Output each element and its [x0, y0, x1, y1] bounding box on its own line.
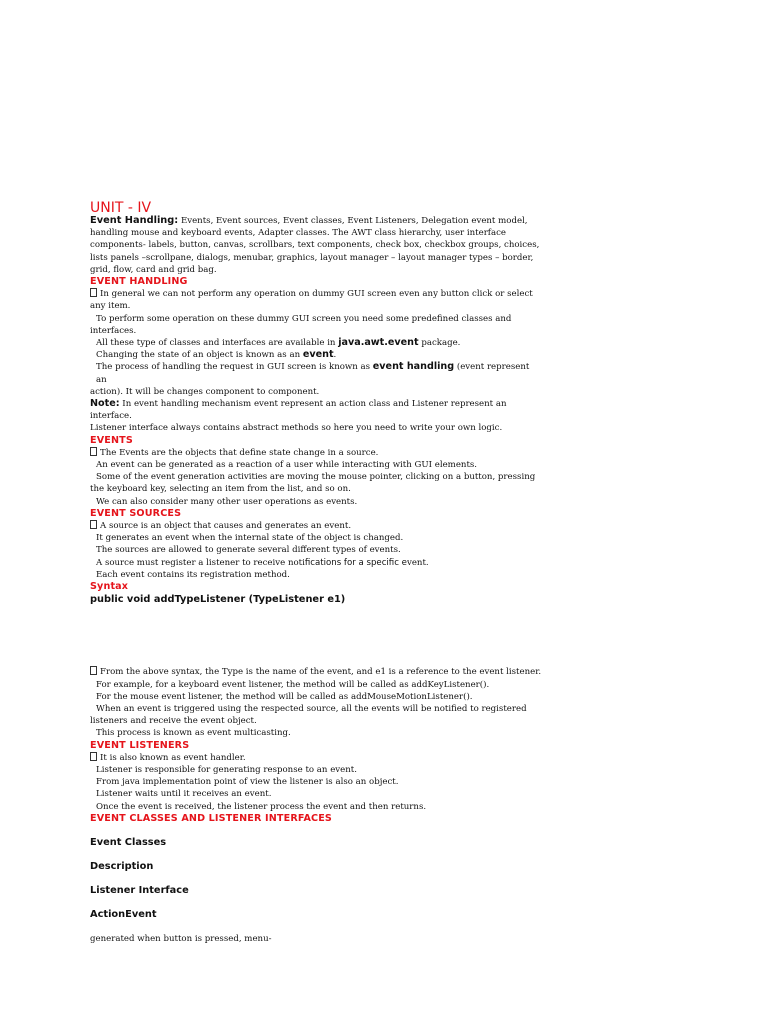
text-line: interfaces.: [90, 325, 137, 336]
text-line: [90, 337, 542, 349]
text-line: Each event contains its registration method.: [96, 569, 290, 580]
bullet-box-icon: [90, 752, 97, 761]
text-line: [90, 361, 542, 385]
syntax-notes-body: [90, 666, 542, 739]
text-line: any item.: [90, 301, 131, 312]
event-classes-heading: EVENT CLASSES AND LISTENER INTERFACES: [90, 812, 332, 824]
note-label: Note:: [90, 398, 120, 410]
text-span: In general we can not perform any operation on dummy GUI screen even any button click or select: [100, 289, 533, 300]
text-line: Listener is responsible for generating response to an event.: [96, 764, 357, 775]
text-line: An event can be generated as a reaction of a user while interacting with GUI elements.: [96, 460, 478, 471]
syntax-heading: Syntax: [90, 581, 129, 593]
table-header-event-classes: Event Classes: [90, 836, 167, 848]
text-line: From java implementation point of view the listener is also an object.: [96, 777, 399, 788]
syntax-code: public void addTypeListener (TypeListener e1): [90, 594, 346, 606]
event-handling-heading: EVENT HANDLING: [90, 276, 188, 288]
table-cell-action-event: ActionEvent: [90, 908, 157, 920]
intro-line: grid, flow, card and grid bag.: [90, 264, 217, 275]
intro-paragraph: [90, 215, 542, 276]
text-line: For the mouse event listener, the method will be called as addMouseMotionListener().: [96, 691, 473, 702]
text-line: We can also consider many other user operations as events.: [96, 496, 358, 507]
text-line: To perform some operation on these dummy GUI screen you need some predefined classes and: [96, 313, 512, 324]
intro-line: handling mouse and keyboard events, Adapter classes. The AWT class hierarchy, user interface: [90, 228, 506, 239]
document-page: [90, 200, 542, 945]
table-cell-description: generated when button is pressed, menu-: [90, 933, 272, 944]
note-line: [90, 398, 542, 422]
text-line: This process is known as event multicasting.: [96, 728, 291, 739]
note-text: In event handling mechanism event represent an action class and Listener represent an interface.: [90, 399, 507, 422]
text-line: listeners and receive the event object.: [90, 716, 257, 727]
bullet-box-icon: [90, 666, 97, 675]
text-line: [90, 288, 542, 300]
event-handling-body: [90, 288, 542, 434]
spacer: [90, 921, 542, 933]
text-line: [90, 752, 542, 764]
text-span: It is also known as event handler.: [100, 752, 246, 763]
bold-term: event: [302, 349, 334, 361]
text-line: Once the event is received, the listener process the event and then returns.: [96, 801, 427, 812]
intro-line: [90, 215, 542, 227]
spacer: [90, 849, 542, 861]
note-line: Listener interface always contains abstract methods so here you need to write your own logic.: [90, 423, 503, 434]
text-span: A source must register a listener to receive noti: [96, 557, 305, 568]
text-span: vent.: [406, 557, 429, 568]
text-span: All these type of classes and interfaces are available in: [96, 338, 339, 349]
text-span: The Events are the objects that define state change in a source.: [100, 447, 379, 458]
events-body: [90, 447, 542, 508]
bullet-box-icon: [90, 520, 97, 529]
intro-line: lists panels –scrollpane, dialogs, menubar, graphics, layout manager – layout manager types – border,: [90, 252, 534, 263]
bold-term: event handling: [372, 361, 455, 373]
text-span: Changing the state of an object is known as an: [96, 350, 303, 361]
event-sources-heading: EVENT SOURCES: [90, 507, 182, 519]
intro-lead: Event Handling:: [90, 215, 179, 226]
text-line: the keyboard key, selecting an item from the list, and so on.: [90, 484, 351, 495]
spacer: [90, 606, 542, 666]
text-line: [90, 447, 542, 459]
text-line: When an event is triggered using the respected source, all the events will be notified to registered: [96, 703, 527, 714]
text-line: [90, 557, 542, 569]
text-span: A source is an object that causes and generates an event.: [100, 521, 352, 532]
package-name: java.awt.event: [338, 337, 419, 349]
spacer: [90, 873, 542, 885]
spacer: [90, 825, 542, 837]
text-line: [90, 520, 542, 532]
text-line: It generates an event when the internal state of the object is changed.: [96, 533, 404, 544]
text-span: fications for a specific e: [304, 557, 407, 568]
event-sources-body: [90, 520, 542, 581]
unit-title: UNIT - IV: [90, 200, 152, 216]
table-header-listener-interface: Listener Interface: [90, 884, 189, 896]
bullet-box-icon: [90, 288, 97, 297]
text-line: The sources are allowed to generate several different types of events.: [96, 545, 401, 556]
text-span: package.: [418, 338, 461, 349]
text-span: (event represent an: [96, 362, 530, 385]
bullet-box-icon: [90, 447, 97, 456]
intro-first: Events, Event sources, Event classes, Event Listeners, Delegation event model,: [178, 216, 528, 226]
text-line: [90, 666, 542, 678]
spacer: [90, 897, 542, 909]
text-line: Listener waits until it receives an event.: [96, 789, 272, 800]
events-heading: EVENTS: [90, 434, 133, 446]
text-line: action). It will be changes component to component.: [90, 386, 320, 397]
text-line: Some of the event generation activities are moving the mouse pointer, clicking on a button, pressing: [96, 472, 536, 483]
table-header-description: Description: [90, 860, 154, 872]
event-listeners-heading: EVENT LISTENERS: [90, 739, 190, 751]
event-listeners-body: [90, 752, 542, 813]
text-span: The process of handling the request in GUI screen is known as: [96, 362, 373, 373]
text-line: [90, 349, 542, 361]
text-span: From the above syntax, the Type is the name of the event, and e1 is a reference to the event listener.: [100, 667, 542, 678]
text-line: For example, for a keyboard event listener, the method will be called as addKeyListener().: [96, 679, 490, 690]
intro-line: components- labels, button, canvas, scrollbars, text components, check box, checkbox groups, choices,: [90, 240, 540, 251]
text-span: .: [333, 350, 337, 361]
